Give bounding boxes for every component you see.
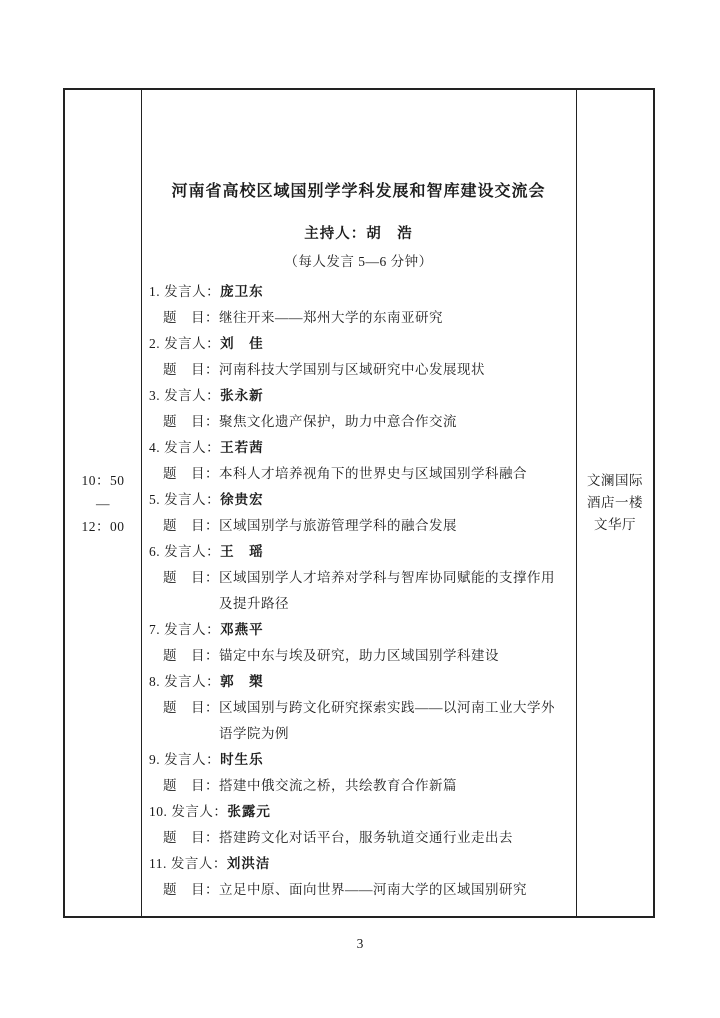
- speaker-line: [149, 851, 568, 877]
- agenda-item: [149, 851, 568, 903]
- topic-text: 继往开来——郑州大学的东南亚研究: [219, 310, 443, 325]
- page-number: 3: [356, 936, 364, 951]
- item-number: 2.: [149, 336, 161, 351]
- location-line: 文华厅: [594, 517, 636, 532]
- time-column: [65, 90, 142, 916]
- topic-text: 立足中原、面向世界——河南大学的区域国别研究: [219, 882, 527, 897]
- speaker-line: [149, 669, 568, 695]
- location-column: [576, 90, 653, 916]
- item-number: 9.: [149, 752, 161, 767]
- speaker-name: 刘 佳: [220, 336, 264, 351]
- topic-label: 题 目：: [163, 700, 219, 715]
- moderator-line: [149, 222, 568, 243]
- item-number: 7.: [149, 622, 161, 637]
- item-number: 6.: [149, 544, 161, 559]
- item-number: 3.: [149, 388, 161, 403]
- speaker-label: 发言人：: [164, 752, 221, 767]
- topic-label: 题 目：: [163, 830, 219, 845]
- speaker-line: [149, 279, 568, 305]
- speaker-name: 郭 槊: [220, 674, 264, 689]
- location-line: 文澜国际: [587, 473, 643, 488]
- topic-label: 题 目：: [163, 570, 219, 585]
- speaker-line: [149, 435, 568, 461]
- topic-text: 河南科技大学国别与区域研究中心发展现状: [219, 362, 485, 377]
- speaker-line: [149, 383, 568, 409]
- topic-line: [149, 305, 568, 331]
- topic-line: [149, 357, 568, 383]
- topic-line: [149, 695, 568, 747]
- schedule-table: [63, 88, 655, 918]
- speaker-name: 王 瑶: [220, 544, 264, 559]
- topic-line: [149, 513, 568, 539]
- speaker-line: [149, 539, 568, 565]
- agenda-item: [149, 435, 568, 487]
- topic-text: 聚焦文化遗产保护，助力中意合作交流: [219, 414, 457, 429]
- agenda-item: [149, 539, 568, 617]
- speaker-list: [149, 279, 568, 903]
- agenda-item: [149, 669, 568, 747]
- speaker-line: [149, 331, 568, 357]
- topic-text: 区域国别与跨文化研究探索实践——以河南工业大学外语学院为例: [219, 700, 555, 741]
- topic-line: [149, 825, 568, 851]
- speaker-line: [149, 487, 568, 513]
- item-number: 5.: [149, 492, 161, 507]
- agenda-item: [149, 383, 568, 435]
- speaker-name: 张永新: [220, 388, 264, 403]
- time-start: 10：50: [81, 472, 125, 488]
- agenda-item: [149, 617, 568, 669]
- item-number: 8.: [149, 674, 161, 689]
- topic-line: [149, 565, 568, 617]
- agenda-item: [149, 799, 568, 851]
- agenda-item: [149, 487, 568, 539]
- time-end: 12：00: [81, 518, 125, 534]
- moderator-label: 主持人：: [304, 226, 367, 242]
- speaker-label: 发言人：: [164, 674, 221, 689]
- speaker-label: 发言人：: [164, 440, 221, 455]
- speaker-name: 时生乐: [220, 752, 264, 767]
- speaker-name: 徐贵宏: [220, 492, 264, 507]
- topic-text: 区域国别学与旅游管理学科的融合发展: [219, 518, 457, 533]
- speaker-name: 刘洪洁: [226, 856, 271, 871]
- speaker-label: 发言人：: [164, 622, 221, 637]
- speaker-line: [149, 617, 568, 643]
- speaker-label: 发言人：: [171, 804, 228, 819]
- topic-label: 题 目：: [163, 414, 219, 429]
- speaker-line: [149, 799, 568, 825]
- topic-text: 锚定中东与埃及研究，助力区域国别学科建设: [219, 648, 499, 663]
- speaker-label: 发言人：: [164, 284, 221, 299]
- item-number: 10.: [149, 804, 168, 819]
- topic-line: [149, 409, 568, 435]
- topic-line: [149, 877, 568, 903]
- location-line: 酒店一楼: [587, 495, 643, 510]
- topic-label: 题 目：: [163, 518, 219, 533]
- topic-text: 搭建中俄交流之桥，共绘教育合作新篇: [219, 778, 457, 793]
- agenda-item: [149, 331, 568, 383]
- topic-label: 题 目：: [163, 778, 219, 793]
- topic-text: 搭建跨文化对话平台，服务轨道交通行业走出去: [219, 830, 513, 845]
- session-title: 河南省高校区域国别学学科发展和智库建设交流会: [171, 183, 546, 200]
- topic-line: [149, 461, 568, 487]
- speech-duration-note: （每人发言 5—6 分钟）: [284, 254, 433, 269]
- session-column: [142, 90, 576, 916]
- speaker-label: 发言人：: [164, 388, 221, 403]
- topic-line: [149, 643, 568, 669]
- topic-label: 题 目：: [163, 466, 219, 481]
- agenda-item: [149, 747, 568, 799]
- topic-line: [149, 773, 568, 799]
- topic-label: 题 目：: [163, 362, 219, 377]
- speaker-label: 发言人：: [170, 856, 227, 871]
- speaker-name: 王若茜: [220, 440, 264, 455]
- item-number: 1.: [149, 284, 161, 299]
- speaker-label: 发言人：: [164, 544, 221, 559]
- topic-label: 题 目：: [163, 882, 219, 897]
- speaker-name: 张露元: [227, 804, 271, 819]
- speaker-label: 发言人：: [164, 492, 221, 507]
- speaker-name: 邓燕平: [220, 622, 264, 637]
- speaker-label: 发言人：: [164, 336, 221, 351]
- agenda-item: [149, 279, 568, 331]
- moderator-name: 胡 浩: [366, 226, 413, 242]
- time-separator: —: [96, 495, 110, 511]
- item-number: 4.: [149, 440, 161, 455]
- topic-text: 区域国别学人才培养对学科与智库协同赋能的支撑作用及提升路径: [219, 570, 555, 611]
- topic-label: 题 目：: [163, 310, 219, 325]
- topic-text: 本科人才培养视角下的世界史与区域国别学科融合: [219, 466, 527, 481]
- speaker-line: [149, 747, 568, 773]
- speaker-name: 庞卫东: [220, 284, 264, 299]
- topic-label: 题 目：: [163, 648, 219, 663]
- item-number: 11.: [149, 856, 167, 871]
